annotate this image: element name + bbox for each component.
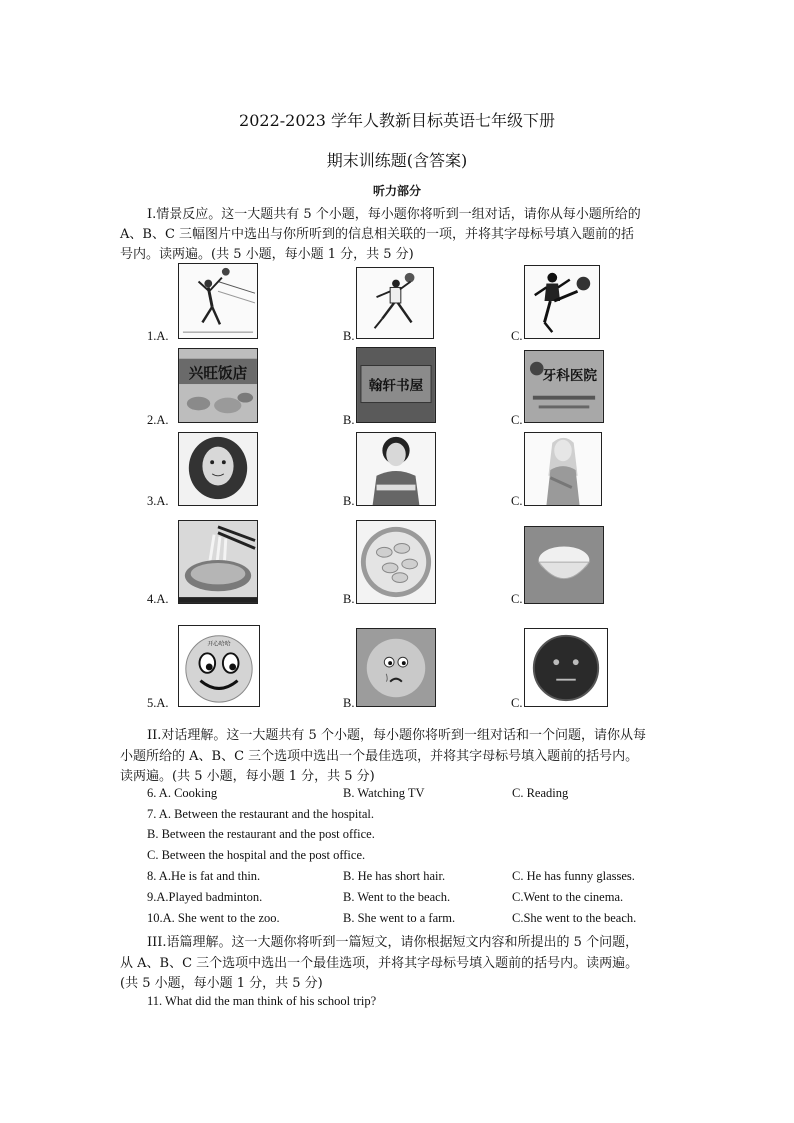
section3-instruction-line2: 从 A、B、C 三个选项中选出一个最佳选项，并将其字母标号填入题前的括号内。读两遍。 xyxy=(120,956,639,971)
q3-label-c: C. xyxy=(511,494,523,508)
q4-picture-a-noodles xyxy=(178,520,258,604)
dumplings-icon xyxy=(357,521,435,603)
q1-label-c: C. xyxy=(511,329,523,343)
q5-label-b: B. xyxy=(343,696,355,710)
q2-picture-a-restaurant xyxy=(178,348,258,423)
q6-option-a: 6. A. Cooking xyxy=(147,786,218,800)
woman-curly-hair-icon xyxy=(179,433,257,505)
section2-instruction-line2: 小题所给的 A、B、C 三个选项中选出一个最佳选项，并将其字母标号填入题前的括号内。 xyxy=(120,749,639,764)
basketball-player-icon xyxy=(357,268,433,338)
q1-picture-c-soccer xyxy=(524,265,600,339)
dental-hospital-sign-icon xyxy=(525,351,603,422)
section2-instruction-line3: 读两遍。(共 5 小题，每小题 1 分，共 5 分) xyxy=(120,769,375,784)
q5a-face-label: 开心哈哈 xyxy=(207,641,231,648)
section3-instruction-line1: III.语篇理解。这一大题你将听到一篇短文，请你根据短文内容和所提出的 5 个问题， xyxy=(147,935,639,950)
woman-short-hair-icon xyxy=(357,433,435,505)
q2c-sign-text: 牙科医院 xyxy=(542,368,598,385)
volleyball-player-icon xyxy=(179,264,257,338)
q4-picture-c-rice xyxy=(524,526,604,604)
q2-label-c: C. xyxy=(511,413,523,427)
q4-label-a: 4.A. xyxy=(147,592,169,606)
section1-instruction-line1: I.情景反应。这一大题共有 5 个小题，每小题你将听到一组对话，请你从每小题所给的 xyxy=(147,207,641,222)
q11-question: 11. What did the man think of his school trip? xyxy=(147,994,377,1008)
q9-option-b: B. Went to the beach. xyxy=(343,890,451,904)
happy-face-icon xyxy=(179,626,259,706)
q7-option-c: C. Between the hospital and the post office. xyxy=(147,848,366,862)
noodles-icon xyxy=(179,521,257,603)
q3-label-a: 3.A. xyxy=(147,494,169,508)
q1-label-a: 1.A. xyxy=(147,329,169,343)
q3-label-b: B. xyxy=(343,494,355,508)
q5-label-c: C. xyxy=(511,696,523,710)
q6-option-c: C. Reading xyxy=(512,786,569,800)
q2a-sign-text: 兴旺饭店 xyxy=(188,365,248,383)
q5-picture-b-sad-face xyxy=(356,628,436,707)
q7-option-b: B. Between the restaurant and the post office. xyxy=(147,827,375,841)
restaurant-sign-icon xyxy=(179,349,257,422)
q6-option-b: B. Watching TV xyxy=(343,786,425,800)
q5-picture-c-neutral-face xyxy=(524,628,608,707)
q10-option-a: 10.A. She went to the zoo. xyxy=(147,911,280,925)
q5-label-a: 5.A. xyxy=(147,696,169,710)
q9-option-c: C.Went to the cinema. xyxy=(512,890,624,904)
woman-long-blonde-hair-icon xyxy=(525,433,601,505)
q2-picture-c-dental-hospital xyxy=(524,350,604,423)
q3-picture-a-curly-hair xyxy=(178,432,258,506)
q5-picture-a-happy-face xyxy=(178,625,260,707)
listening-heading: 听力部分 xyxy=(372,184,421,198)
bookstore-sign-icon xyxy=(357,348,435,422)
q4-label-b: B. xyxy=(343,592,355,606)
section1-instruction-line2: A、B、C 三幅图片中选出与你所听到的信息相关联的一项，并将其字母标号填入题前的括 xyxy=(120,227,635,242)
q1-picture-a-volleyball xyxy=(178,263,258,339)
soccer-player-icon xyxy=(525,266,599,338)
document-subtitle: 期末训练题(含答案) xyxy=(326,151,468,170)
q4-picture-b-dumplings xyxy=(356,520,436,604)
q2-label-b: B. xyxy=(343,413,355,427)
rice-bowl-icon xyxy=(525,527,603,603)
q1-picture-b-basketball xyxy=(356,267,434,339)
section3-instruction-line3: (共 5 小题，每小题 1 分，共 5 分) xyxy=(120,976,323,991)
q7-option-a: 7. A. Between the restaurant and the hospital. xyxy=(147,807,375,821)
document-title: 2022-2023 学年人教新目标英语七年级下册 xyxy=(239,111,555,130)
section1-instruction-line3: 号内。读两遍。(共 5 小题，每小题 1 分，共 5 分) xyxy=(120,247,414,262)
q8-option-a: 8. A.He is fat and thin. xyxy=(147,869,261,883)
q2-picture-b-bookstore xyxy=(356,347,436,423)
section2-instruction-line1: II.对话理解。这一大题共有 5 个小题，每小题你将听到一组对话和一个问题，请你从每 xyxy=(147,728,646,743)
q3-picture-c-long-blonde-hair xyxy=(524,432,602,506)
q8-option-b: B. He has short hair. xyxy=(343,869,446,883)
sad-face-icon xyxy=(357,629,435,706)
q2-label-a: 2.A. xyxy=(147,413,169,427)
neutral-face-icon xyxy=(525,629,607,706)
q9-option-a: 9.A.Played badminton. xyxy=(147,890,263,904)
q1-label-b: B. xyxy=(343,329,355,343)
q10-option-b: B. She went to a farm. xyxy=(343,911,456,925)
q3-picture-b-short-hair xyxy=(356,432,436,506)
q10-option-c: C.She went to the beach. xyxy=(512,911,637,925)
q2b-sign-text: 翰轩书屋 xyxy=(368,377,424,394)
q8-option-c: C. He has funny glasses. xyxy=(512,869,635,883)
q4-label-c: C. xyxy=(511,592,523,606)
